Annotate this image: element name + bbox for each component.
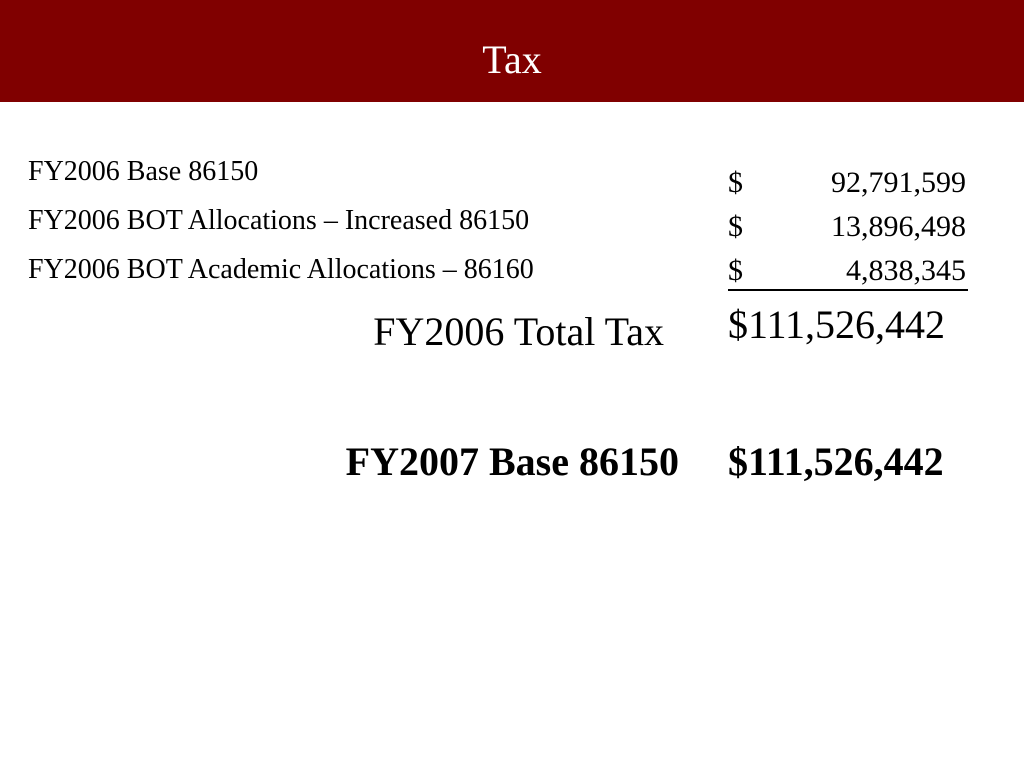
total-value: $111,526,442	[728, 302, 946, 347]
line-item-amount: 4,838,345	[846, 254, 966, 287]
line-item-currency: $	[728, 254, 743, 287]
line-item-label: FY2006 BOT Academic Allocations – 86160	[28, 254, 534, 285]
next-base-value: $111,526,442	[728, 439, 944, 484]
line-item-amount: 92,791,599	[831, 166, 966, 199]
line-item-currency: $	[728, 210, 743, 243]
next-base-label: FY2007 Base 86150	[345, 439, 679, 484]
subtotal-underline	[728, 289, 968, 291]
line-item-label: FY2006 Base 86150	[28, 156, 259, 187]
line-item-label: FY2006 BOT Allocations – Increased 86150	[28, 205, 530, 236]
line-item-currency: $	[728, 166, 743, 199]
slide-title: Tax	[482, 37, 542, 82]
total-label: FY2006 Total Tax	[373, 309, 664, 354]
line-item-amount: 13,896,498	[831, 210, 966, 243]
